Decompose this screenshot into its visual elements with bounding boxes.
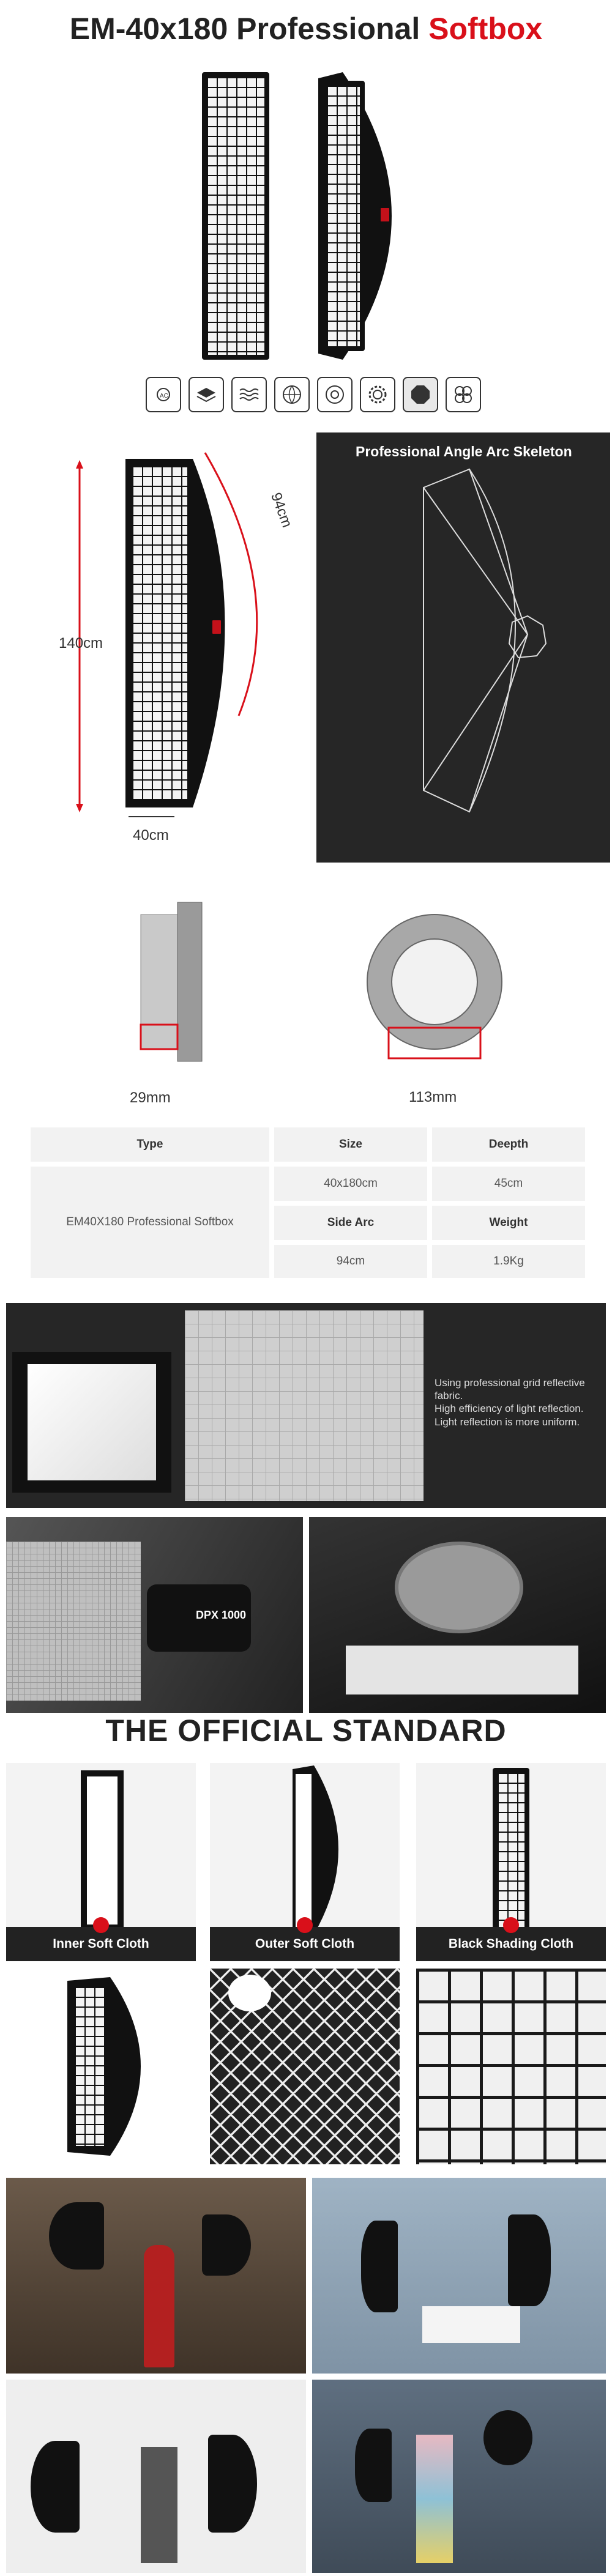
- brand-logo: [211, 619, 222, 635]
- octagon-icon: [403, 377, 438, 412]
- table-size-value: 40x180cm: [274, 1167, 427, 1201]
- table-size-header: Size: [274, 1127, 427, 1162]
- table-depth-value: 45cm: [432, 1167, 585, 1201]
- layers-icon: [188, 377, 224, 412]
- inner-soft-cloth-caption: Inner Soft Cloth: [6, 1927, 196, 1961]
- softbox-side-image: [318, 72, 441, 360]
- outer-soft-cloth-caption: Outer Soft Cloth: [210, 1927, 400, 1961]
- studio-scene-3-image: [6, 2380, 306, 2573]
- outer-soft-cloth-image: [210, 1763, 400, 1940]
- table-arc-header: Side Arc: [274, 1206, 427, 1240]
- title-prefix: EM-40x180 Professional: [69, 12, 420, 46]
- act-icon: [146, 377, 181, 412]
- softbox-interior-image: [12, 1352, 171, 1493]
- svg-text:AC: AC: [160, 393, 168, 399]
- skeleton-panel: [316, 432, 610, 863]
- mount-depth-label: 29mm: [130, 1089, 171, 1106]
- table-arc-value: 94cm: [274, 1245, 427, 1278]
- fabric-line-1: Using professional grid reflective fabric.: [435, 1377, 585, 1401]
- studio-scene-4-image: [312, 2380, 606, 2573]
- table-weight-value: 1.9Kg: [432, 1245, 585, 1278]
- table-weight-header: Weight: [432, 1206, 585, 1240]
- sphere-icon: [274, 377, 310, 412]
- arc-label: 94cm: [267, 490, 296, 530]
- speedring-closeup-image: [309, 1517, 606, 1713]
- four-leaf-icon: [446, 377, 481, 412]
- flash-mounted-image: [6, 1517, 303, 1713]
- softbox-front-image: [202, 72, 269, 360]
- inner-soft-cloth-image: [6, 1763, 196, 1940]
- table-type-value: EM40X180 Professional Softbox: [31, 1167, 269, 1278]
- waves-icon: [231, 377, 267, 412]
- table-type-header: Type: [31, 1127, 269, 1162]
- grid-fabric-closeup-image: [185, 1310, 424, 1501]
- title-highlight: Softbox: [428, 12, 543, 46]
- mount-diameter-label: 113mm: [409, 1089, 457, 1105]
- flash-model-label: DPX 1000: [196, 1609, 247, 1621]
- chevron-down-icon: [503, 1917, 519, 1933]
- standard-title: THE OFFICIAL STANDARD: [105, 1713, 507, 1748]
- mount-front-image: [352, 905, 517, 1064]
- black-shading-cloth-caption: Black Shading Cloth: [416, 1927, 606, 1961]
- grid-softbox-detail-image: [6, 1969, 196, 2164]
- grid-closeup-image: [416, 1969, 606, 2164]
- grid-install-image: [210, 1969, 400, 2164]
- height-label: 140cm: [59, 635, 103, 651]
- shutter-icon: [317, 377, 353, 412]
- width-label: 40cm: [133, 827, 169, 844]
- page-title: [0, 11, 612, 60]
- dimension-diagram: [61, 440, 306, 856]
- brand-logo: [379, 207, 390, 223]
- mount-side-image: [129, 896, 214, 1067]
- fabric-panel: [6, 1303, 606, 1508]
- fabric-line-2: High efficiency of light reflection.: [435, 1403, 584, 1414]
- black-shading-cloth-image: [416, 1763, 606, 1940]
- studio-scene-2-image: [312, 2178, 606, 2374]
- gear-ring-icon: [360, 377, 395, 412]
- table-depth-header: Deepth: [432, 1127, 585, 1162]
- skeleton-title: Professional Angle Arc Skeleton: [356, 444, 572, 459]
- studio-scene-1-image: [6, 2178, 306, 2374]
- chevron-down-icon: [93, 1917, 109, 1933]
- fabric-line-3: Light reflection is more uniform.: [435, 1416, 580, 1428]
- chevron-down-icon: [297, 1917, 313, 1933]
